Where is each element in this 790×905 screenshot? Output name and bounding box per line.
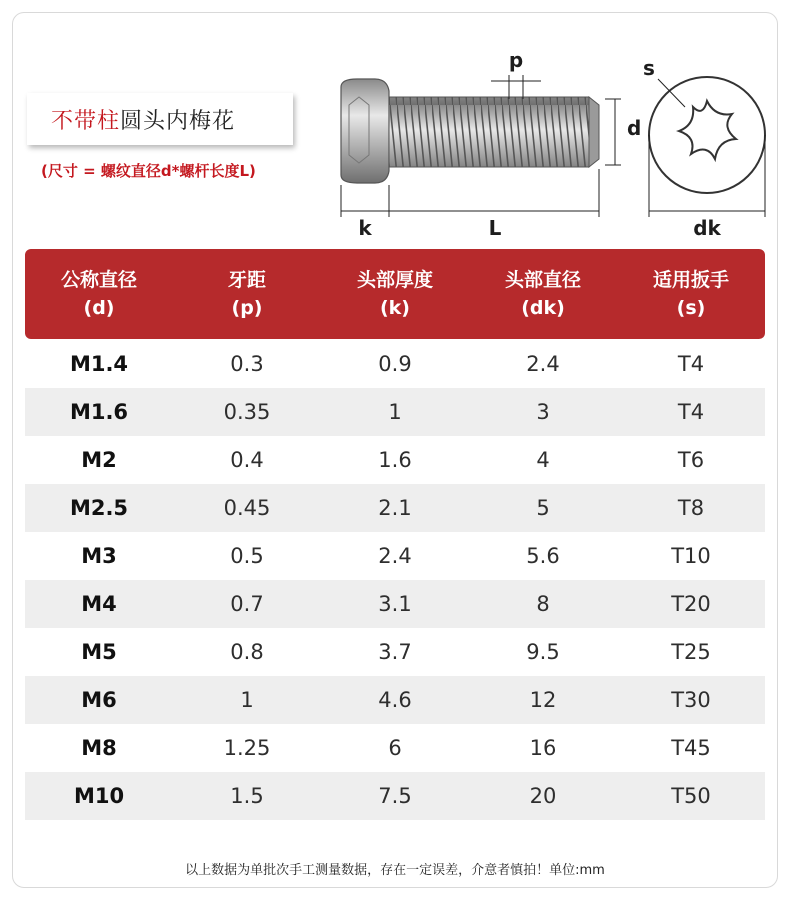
cell-size: M10 <box>73 784 125 808</box>
header-pitch: 牙距 (p) <box>227 269 266 319</box>
cell-head-thickness: 7.5 <box>378 784 412 808</box>
table-row <box>25 628 765 676</box>
screw-diagram <box>313 35 773 245</box>
cell-pitch: 0.5 <box>230 544 264 568</box>
cell-wrench: T6 <box>677 448 705 472</box>
cell-wrench: T30 <box>671 688 711 712</box>
size-formula: (尺寸 = 螺纹直径d*螺杆长度L) <box>41 162 256 180</box>
table-row <box>25 388 765 436</box>
cell-head-diameter: 3 <box>536 400 550 424</box>
cell-wrench: T4 <box>677 352 705 376</box>
cell-size: M8 <box>81 736 117 760</box>
label-p: p <box>508 48 524 72</box>
spec-card <box>12 12 778 888</box>
cell-head-diameter: 8 <box>536 592 550 616</box>
cell-head-thickness: 1 <box>388 400 402 424</box>
cell-pitch: 0.3 <box>230 352 264 376</box>
cell-size: M2 <box>81 448 117 472</box>
cell-wrench: T50 <box>671 784 711 808</box>
label-k: k <box>358 216 372 240</box>
cell-wrench: T4 <box>677 400 705 424</box>
cell-size: M4 <box>81 592 117 616</box>
title-highlight: 不带柱 <box>51 108 121 134</box>
table-row <box>25 676 765 724</box>
table-row <box>25 436 765 484</box>
cell-head-diameter: 2.4 <box>526 352 560 376</box>
cell-wrench: T45 <box>671 736 711 760</box>
cell-size: M5 <box>81 640 117 664</box>
table-row <box>25 580 765 628</box>
label-dk: dk <box>693 216 721 240</box>
cell-size: M3 <box>81 544 117 568</box>
header-head-thickness: 头部厚度 (k) <box>356 269 433 319</box>
cell-size: M1.4 <box>69 352 129 376</box>
table-row <box>25 772 765 820</box>
cell-head-diameter: 12 <box>529 688 557 712</box>
cell-head-thickness: 2.4 <box>378 544 412 568</box>
product-title <box>27 93 293 145</box>
cell-head-thickness: 3.1 <box>378 592 412 616</box>
cell-head-thickness: 1.6 <box>378 448 412 472</box>
cell-head-thickness: 2.1 <box>378 496 412 520</box>
cell-head-diameter: 16 <box>529 736 557 760</box>
cell-pitch: 0.35 <box>223 400 271 424</box>
cell-pitch: 1 <box>240 688 254 712</box>
cell-head-diameter: 9.5 <box>526 640 560 664</box>
header-head-diameter: 头部直径 (dk) <box>504 269 581 319</box>
cell-size: M2.5 <box>69 496 129 520</box>
table-header <box>25 249 765 339</box>
cell-wrench: T20 <box>671 592 711 616</box>
table-row <box>25 532 765 580</box>
cell-pitch: 0.4 <box>230 448 264 472</box>
screw-head-top <box>643 56 765 240</box>
table-row <box>25 340 765 388</box>
cell-pitch: 1.5 <box>230 784 264 808</box>
cell-head-thickness: 0.9 <box>378 352 412 376</box>
cell-head-thickness: 4.6 <box>378 688 412 712</box>
screw-head-side <box>341 79 389 183</box>
table-row <box>25 484 765 532</box>
cell-head-diameter: 4 <box>536 448 550 472</box>
cell-pitch: 0.45 <box>223 496 271 520</box>
cell-head-thickness: 6 <box>388 736 402 760</box>
label-s: s <box>643 56 655 80</box>
cell-size: M6 <box>81 688 117 712</box>
table-row <box>25 724 765 772</box>
spec-table-body <box>25 340 765 820</box>
screw-shank <box>389 97 599 167</box>
diameter-marker <box>605 99 641 165</box>
cell-head-diameter: 20 <box>529 784 557 808</box>
cell-head-diameter: 5.6 <box>526 544 560 568</box>
measurement-note: 以上数据为单批次手工测量数据，存在一定误差，介意者慎拍！单位:mm <box>185 863 605 878</box>
cell-size: M1.6 <box>69 400 129 424</box>
title-main: 圆头内梅花 <box>120 108 236 134</box>
cell-wrench: T10 <box>671 544 711 568</box>
header-wrench: 适用扳手 (s) <box>652 269 729 319</box>
cell-head-diameter: 5 <box>536 496 550 520</box>
cell-pitch: 1.25 <box>223 736 271 760</box>
cell-head-thickness: 3.7 <box>378 640 412 664</box>
cell-pitch: 0.8 <box>230 640 264 664</box>
pitch-marker <box>491 48 541 99</box>
cell-wrench: T25 <box>671 640 711 664</box>
label-d: d <box>627 116 642 140</box>
cell-wrench: T8 <box>677 496 705 520</box>
header-nominal-diameter: 公称直径 (d) <box>60 269 137 319</box>
label-L: L <box>488 216 502 240</box>
cell-pitch: 0.7 <box>230 592 264 616</box>
